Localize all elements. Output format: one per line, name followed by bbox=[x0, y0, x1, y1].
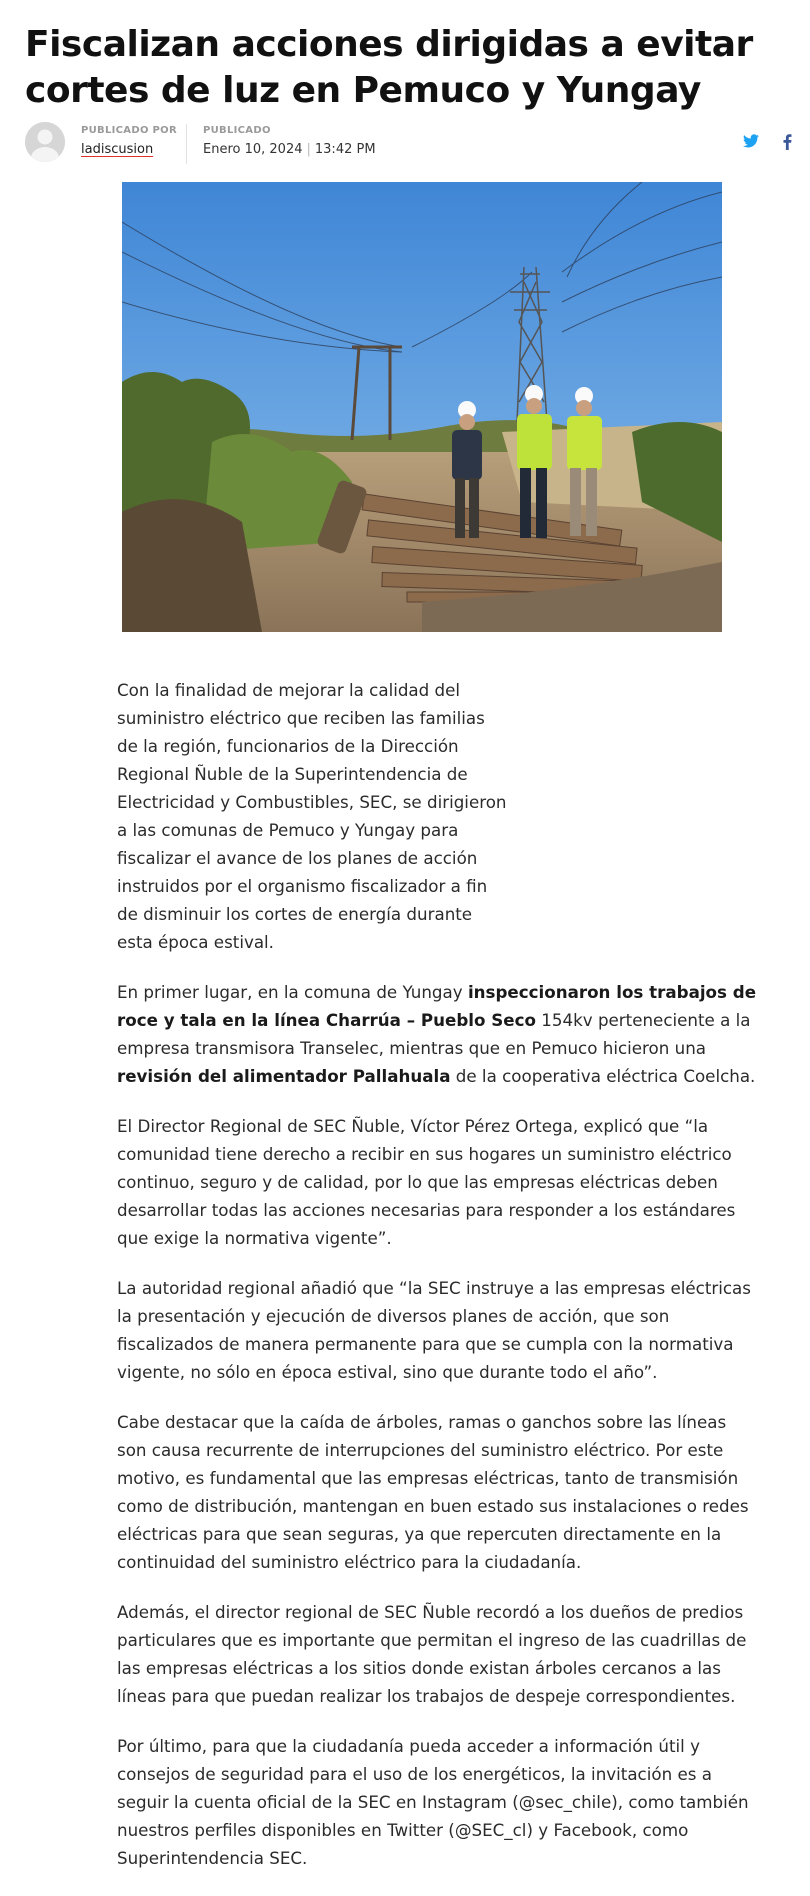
article-meta bbox=[25, 120, 810, 168]
date-label: PUBLICADO bbox=[203, 125, 271, 136]
twitter-icon bbox=[743, 134, 759, 148]
date-block bbox=[203, 124, 376, 157]
p2-text-e: de la cooperativa eléctrica Coelcha. bbox=[450, 1066, 756, 1086]
author-link[interactable]: ladiscusion bbox=[81, 142, 154, 157]
paragraph-6: Además, el director regional de SEC Ñuble recordó a los dueños de predios particulares que es importante que permitan el ingreso de las cuadrillas de las empresas eléctricas a los sitios donde existan árboles cercanos a las líneas para que puedan realizar los trabajos de despeje correspondientes. bbox=[117, 1602, 747, 1706]
meta-divider bbox=[186, 124, 187, 164]
paragraph-4: La autoridad regional añadió que “la SEC instruye a las empresas eléctricas la presentación y ejecución de diversos planes de acción, que son fiscalizados de manera permanente para que se cumpla con la normativa vigente, no sólo en época estival, sino que durante todo el año”. bbox=[117, 1278, 751, 1382]
article-body bbox=[117, 676, 757, 1894]
p2-bold-inspection: inspeccionaron los trabajos de roce y tala en la línea Charrúa – Pueblo Seco bbox=[117, 982, 757, 1030]
author-block bbox=[81, 124, 177, 158]
paragraph-5: Cabe destacar que la caída de árboles, ramas o ganchos sobre las líneas son causa recurrente de interrupciones del suministro eléctrico. Por este motivo, es fundamental que las empresas eléctricas, tanto de transmisión como de distribución, mantengan en buen estado sus instalaciones o redes eléctricas para que sean seguras, ya que repercuten directamente en la continuidad del suministro eléctrico para la ciudadanía. bbox=[117, 1412, 749, 1572]
paragraph-2 bbox=[117, 978, 757, 1090]
workers-power-lines-photo bbox=[122, 182, 722, 632]
twitter-share-button[interactable] bbox=[743, 134, 759, 153]
article-title: Fiscalizan acciones dirigidas a evitar cortes de luz en Pemuco y Yungay bbox=[25, 24, 753, 111]
facebook-share-button[interactable] bbox=[783, 134, 792, 155]
article-photo bbox=[122, 182, 722, 632]
paragraph-3: El Director Regional de SEC Ñuble, Víctor Pérez Ortega, explicó que “la comunidad tiene derecho a recibir en sus hogares un suministro eléctrico continuo, seguro y de calidad, por lo que las empresas eléctricas deben desarrollar todas las acciones necesarias para responder a los estándares que exige la normativa vigente”. bbox=[117, 1116, 736, 1248]
time-value: 13:42 PM bbox=[314, 142, 376, 157]
paragraph-1: Con la finalidad de mejorar la calidad del suministro eléctrico que reciben las familias de la región, funcionarios de la Dirección Regional Ñuble de la Superintendencia de Electricidad y Combustibles, SEC, se dirigieron a las comunas de Pemuco y Yungay para fiscalizar el avance de los planes de acción instruidos por el organismo fiscalizador a fin de disminuir los cortes de energía durante esta época estival. bbox=[117, 680, 507, 952]
date-value: Enero 10, 2024 bbox=[203, 142, 303, 157]
date-separator: | bbox=[306, 142, 311, 157]
facebook-icon bbox=[783, 134, 792, 150]
publish-date bbox=[203, 142, 376, 157]
worker-figures bbox=[452, 385, 602, 538]
paragraph-7: Por último, para que la ciudadanía pueda acceder a información útil y consejos de seguridad para el uso de los energéticos, la invitación es a seguir la cuenta oficial de la SEC en Instagram (@sec_chile), como también nuestros perfiles disponibles en Twitter (@SEC_cl) y Facebook, como Superintendencia SEC. bbox=[117, 1736, 749, 1868]
author-avatar[interactable] bbox=[25, 122, 65, 162]
p2-text-c: 154kv perteneciente a la empresa transmisora Transelec, mientras que en Pemuco hicieron una bbox=[117, 1010, 751, 1058]
p2-text-a: En primer lugar, en la comuna de Yungay bbox=[117, 982, 468, 1002]
user-silhouette-icon bbox=[25, 122, 65, 162]
author-label: PUBLICADO POR bbox=[81, 125, 177, 136]
p2-bold-review: revisión del alimentador Pallahuala bbox=[117, 1066, 451, 1086]
